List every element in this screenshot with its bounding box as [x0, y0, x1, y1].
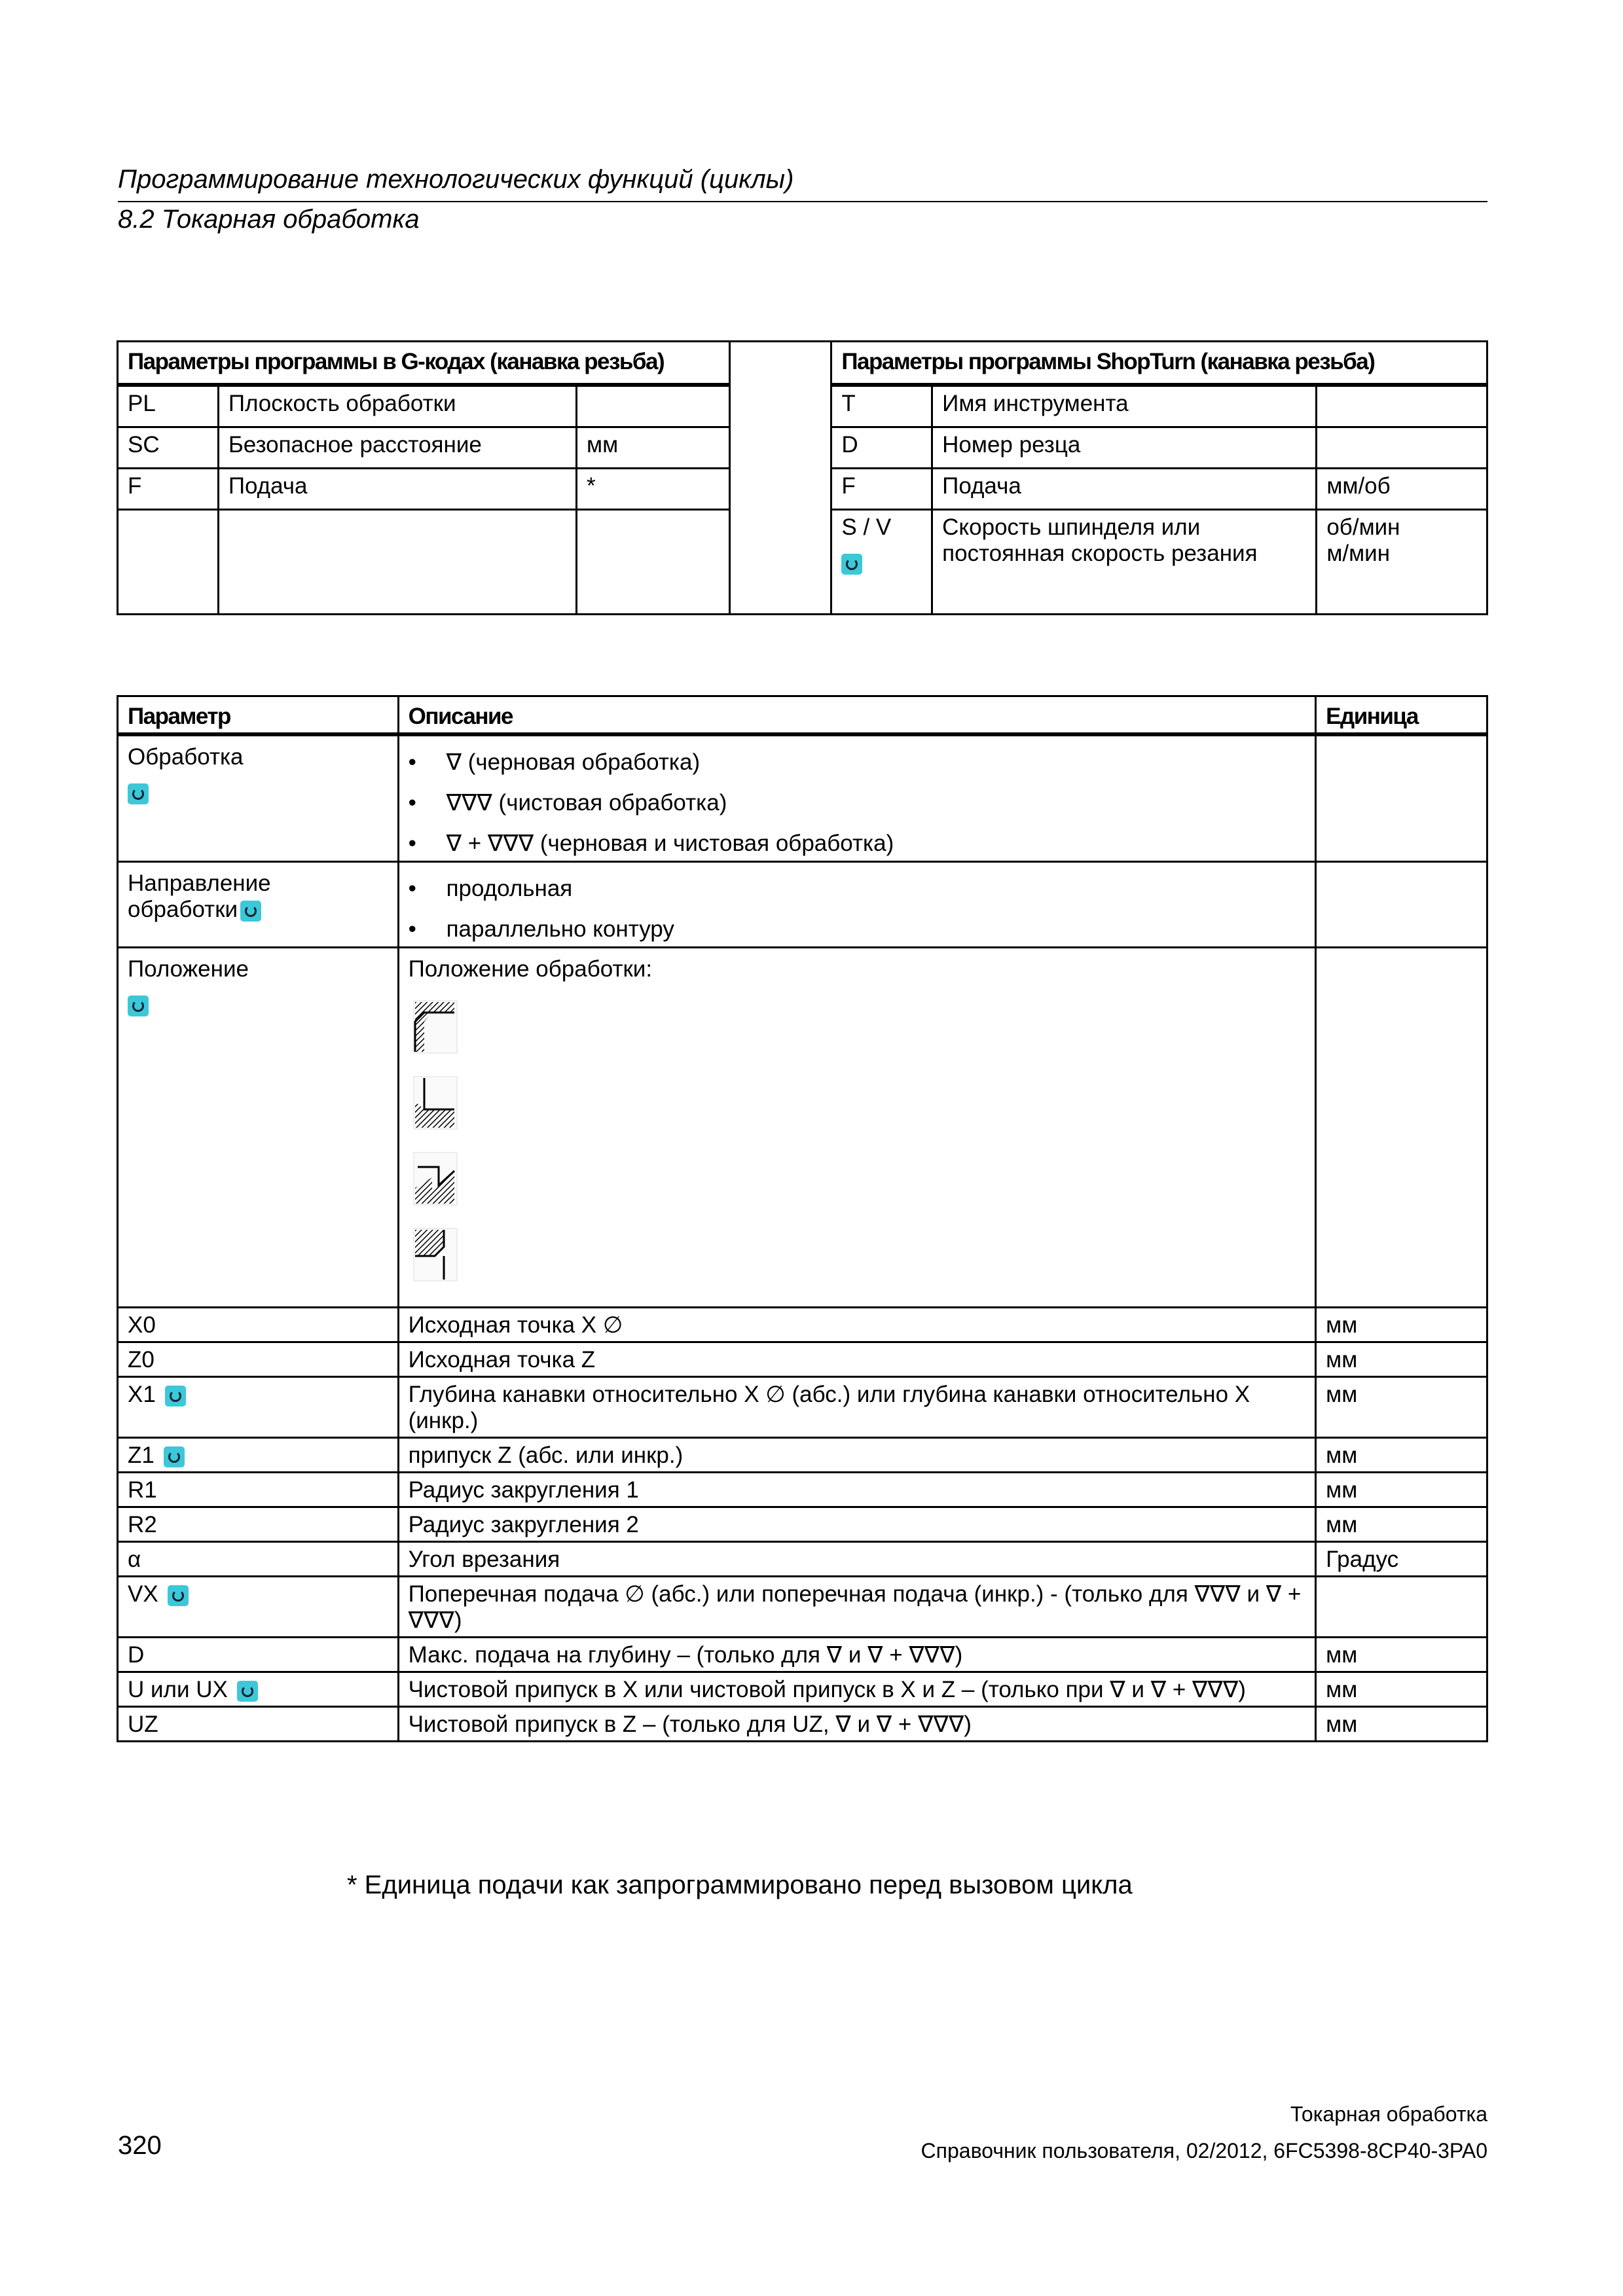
cycle-toggle-icon[interactable]	[165, 1386, 186, 1407]
list-item: • ∇ + ∇∇∇ (черновая и чистовая обработка)	[409, 831, 1306, 857]
chapter-title: Программирование технологических функций (циклы)	[118, 165, 794, 194]
table-row	[118, 1377, 1487, 1438]
header-rule	[118, 201, 1487, 202]
unit-cell: Градус	[1316, 1542, 1487, 1577]
param-cell: α	[128, 1547, 141, 1572]
desc-cell: припуск Z (абс. или инкр.)	[398, 1438, 1316, 1473]
param-cell: VX	[128, 1581, 158, 1607]
param-cell: SC	[118, 427, 219, 469]
shopturn-params-heading: Параметры программы ShopTurn (канавка резьба)	[831, 342, 1487, 386]
footer-title: Токарная обработка	[1290, 2102, 1487, 2126]
unit-cell: мм	[1316, 1672, 1487, 1707]
desc-cell: Поперечная подача ∅ (абс.) или поперечная подача (инкр.) - (только для ∇∇∇ и ∇ + ∇∇∇)	[398, 1577, 1316, 1638]
unit-cell: мм	[1316, 1342, 1487, 1377]
param-cell: Z1	[128, 1443, 155, 1468]
param-cell: D	[128, 1642, 145, 1668]
unit-cell	[577, 385, 730, 427]
program-parameters-table	[117, 340, 1488, 615]
desc-cell: Безопасное расстояние	[218, 427, 576, 469]
list-item: • ∇ (черновая обработка)	[409, 749, 1306, 776]
page-number: 320	[118, 2131, 162, 2160]
sv-param: S / V	[841, 514, 892, 540]
parameter-description-table	[117, 695, 1488, 1742]
unit-cell: мм/об	[1317, 469, 1487, 510]
desc-cell: Скорость шпинделя или постоянная скорость резания	[932, 510, 1317, 615]
desc-cell: Подача	[218, 469, 576, 510]
list-item: • ∇∇∇ (чистовая обработка)	[409, 790, 1306, 816]
param-cell: T	[831, 385, 932, 427]
unit-cell: мм	[1316, 1377, 1487, 1438]
cycle-toggle-icon[interactable]	[164, 1446, 185, 1467]
table-row	[118, 1672, 1487, 1707]
unit-cell: мм	[1316, 1638, 1487, 1672]
desc-cell: Исходная точка X ∅	[398, 1308, 1316, 1342]
table-row	[118, 1638, 1487, 1672]
processing-options	[409, 749, 1306, 857]
unit-cell: *	[577, 469, 730, 510]
desc-cell: Исходная точка Z	[398, 1342, 1316, 1377]
param-cell: F	[118, 469, 219, 510]
param-cell: X0	[128, 1312, 156, 1338]
table-row	[118, 1342, 1487, 1377]
cycle-toggle-icon[interactable]	[128, 783, 149, 804]
header-param: Параметр	[118, 696, 399, 735]
table-row: Направление обработки • продольная • параллельно контуру	[118, 862, 1487, 948]
list-item: • параллельно контуру	[409, 916, 1306, 942]
unit-cell: об/мин м/мин	[1317, 510, 1487, 615]
desc-cell: Угол врезания	[398, 1542, 1316, 1577]
param-cell: D	[831, 427, 932, 469]
param-cell: R1	[128, 1477, 157, 1503]
gcode-params-heading: Параметры программы в G-кодах (канавка резьба)	[118, 342, 730, 386]
desc-cell: Плоскость обработки	[218, 385, 576, 427]
table-row	[118, 1707, 1487, 1742]
feed-unit-note: * Единица подачи как запрограммировано перед вызовом цикла	[347, 1871, 1133, 1899]
table-row	[118, 1507, 1487, 1542]
header-unit: Единица	[1316, 696, 1487, 735]
desc-cell: Номер резца	[932, 427, 1317, 469]
unit-cell	[1317, 427, 1487, 469]
param-cell: X1	[128, 1382, 156, 1407]
direction-options	[409, 876, 1306, 942]
param-cell	[831, 510, 932, 615]
desc-cell: Чистовой припуск в Z – (только для UZ, ∇ и ∇ + ∇∇∇)	[398, 1707, 1316, 1742]
position-front-outer-icon	[412, 999, 458, 1054]
table-row	[118, 948, 1487, 1308]
cycle-toggle-icon[interactable]	[240, 901, 261, 922]
cycle-toggle-icon[interactable]	[237, 1681, 258, 1702]
footer-manual: Справочник пользователя, 02/2012, 6FC5398-8CP40-3PA0	[921, 2139, 1487, 2162]
param-cell: R2	[128, 1512, 157, 1537]
table-row	[118, 734, 1487, 862]
desc-cell: Чистовой припуск в X или чистовой припуск в X и Z – (только при ∇ и ∇ + ∇∇∇)	[398, 1672, 1316, 1707]
desc-cell: Макс. подача на глубину – (только для ∇ и ∇ + ∇∇∇)	[398, 1638, 1316, 1672]
table-row	[118, 1542, 1487, 1577]
unit-cell	[1317, 385, 1487, 427]
param-position: Положение	[128, 956, 249, 982]
table-row	[118, 1438, 1487, 1473]
desc-cell: Имя инструмента	[932, 385, 1317, 427]
table-row	[118, 1577, 1487, 1638]
unit-cell: мм	[577, 427, 730, 469]
unit-cell	[1316, 1577, 1487, 1638]
position-label: Положение обработки:	[408, 956, 653, 982]
position-back-inner-icon	[412, 1227, 458, 1282]
position-back-outer-icon	[412, 1151, 458, 1206]
spacer-column	[729, 342, 831, 615]
cycle-toggle-icon[interactable]	[841, 554, 862, 575]
unit-cell: мм	[1316, 1308, 1487, 1342]
table-row	[118, 1308, 1487, 1342]
list-item: • продольная	[409, 876, 1306, 902]
unit-cell: мм	[1316, 1707, 1487, 1742]
parameter-rows	[118, 1308, 1487, 1742]
desc-cell: Радиус закругления 2	[398, 1507, 1316, 1542]
desc-cell: Глубина канавки относительно X ∅ (абс.) или глубина канавки относительно X (инкр.)	[398, 1377, 1316, 1438]
table-row	[118, 1473, 1487, 1507]
param-cell: PL	[118, 385, 219, 427]
desc-cell: Подача	[932, 469, 1317, 510]
unit-cell: мм	[1316, 1473, 1487, 1507]
param-cell: F	[831, 469, 932, 510]
param-cell: U или UX	[128, 1677, 228, 1702]
unit-cell: мм	[1316, 1507, 1487, 1542]
param-cell: UZ	[128, 1712, 158, 1737]
unit-cell: мм	[1316, 1438, 1487, 1473]
section-title: 8.2 Токарная обработка	[118, 205, 420, 234]
position-front-inner-icon	[412, 1075, 458, 1130]
desc-cell: Радиус закругления 1	[398, 1473, 1316, 1507]
header-desc: Описание	[398, 696, 1316, 735]
cycle-toggle-icon[interactable]	[128, 996, 149, 1016]
param-cell: Z0	[128, 1347, 155, 1372]
cycle-toggle-icon[interactable]	[168, 1585, 189, 1606]
param-processing: Обработка	[128, 744, 244, 770]
